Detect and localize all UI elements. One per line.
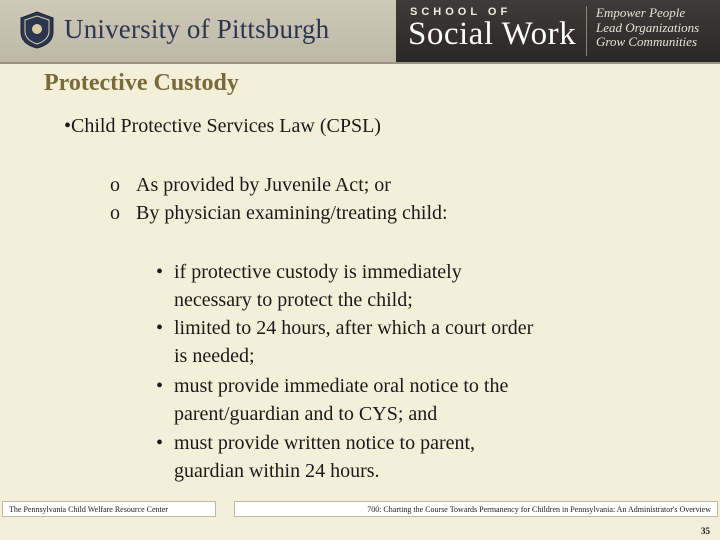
tagline-line: Lead Organizations — [596, 19, 700, 35]
header-banner — [0, 0, 720, 64]
bullet: • — [156, 375, 164, 397]
level3-line: necessary to protect the child; — [174, 289, 413, 311]
level2-item — [110, 174, 391, 197]
level2-text: As provided by Juvenile Act; or — [136, 174, 391, 196]
level3-item — [156, 429, 676, 485]
level3-line: must provide immediate oral notice to the — [174, 375, 509, 397]
school-of-social-work-block — [396, 0, 720, 62]
level3-line: guardian within 24 hours. — [174, 460, 380, 482]
school-label: SCHOOL OF — [410, 6, 512, 18]
level1-item — [64, 115, 381, 138]
level3-item — [156, 314, 676, 370]
level3-line: limited to 24 hours, after which a court order — [174, 317, 534, 339]
university-name: University of Pittsburgh — [64, 14, 330, 44]
footer-left: The Pennsylvania Child Welfare Resource Center — [2, 501, 216, 517]
tagline — [596, 6, 699, 50]
level2-text: By physician examining/treating child: — [136, 202, 448, 224]
circle-marker: o — [110, 174, 120, 196]
footer-right: 700: Charting the Course Towards Permanency for Children in Pennsylvania: An Administrator's Overview — [234, 501, 718, 517]
level3-item — [156, 258, 676, 314]
school-name: Social Work — [408, 16, 577, 52]
bullet: • — [156, 261, 164, 283]
header-divider — [586, 6, 587, 56]
bullet: • — [156, 317, 164, 339]
slide-title: Protective Custody — [44, 70, 239, 96]
page-number: 35 — [701, 526, 710, 536]
level3-line: if protective custody is immediately — [174, 261, 462, 283]
bullet: • — [156, 432, 164, 454]
bullet: • — [64, 115, 72, 137]
tagline-line: Empower People — [596, 5, 686, 20]
level3-line: parent/guardian and to CYS; and — [174, 403, 438, 425]
level3-line: is needed; — [174, 345, 255, 367]
tagline-line: Grow Communities — [596, 34, 697, 49]
level3-item — [156, 372, 676, 428]
university-seal-icon — [18, 10, 56, 50]
level1-text: Child Protective Services Law (CPSL) — [71, 115, 381, 137]
circle-marker: o — [110, 202, 120, 224]
level3-line: must provide written notice to parent, — [174, 432, 476, 454]
level2-item — [110, 202, 448, 225]
